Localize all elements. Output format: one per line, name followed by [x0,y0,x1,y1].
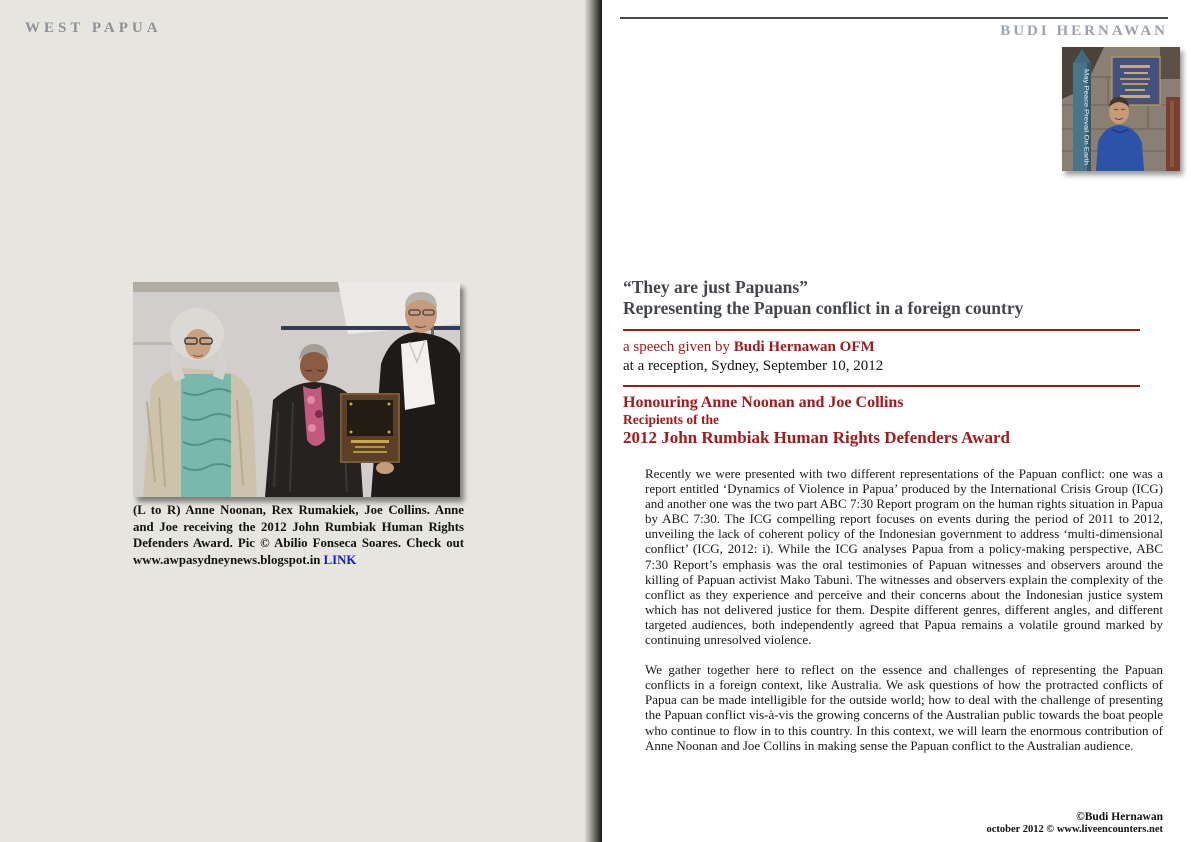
caption-names: Anne Noonan, Rex Rumakiek, Joe Collins. [185,503,430,517]
heading-line-1: Honouring Anne Noonan and Joe Collins [623,394,904,411]
byline-prefix: a speech given by [623,339,734,355]
page-gutter-shadow [584,0,602,842]
red-rule-bottom [623,385,1140,387]
award-ceremony-photo [133,282,460,497]
byline-author: Budi Hernawan OFM [733,339,875,355]
red-rule-top [623,329,1140,331]
title-line-1: “They are just Papuans” [623,277,808,297]
top-divider-rule [620,17,1168,19]
footer-credit: ©Budi Hernawan [1076,811,1163,823]
paragraph-1: Recently we were presented with two different representations of the Papuan conflict: one was a report entitled ‘Dynamics of Violence in Papua’ produced by the International Crisis Group (ICG) and another one was the two part ABC 7:30 Report program on the human rights situation in Papua by ABC 7:30. The ICG compelling report focuses on events during the period of 2011 to 2012, unveiling the lack of coherent policy of the Indonesian government to address ‘multi-dimensional conflict’ (ICG, 2012: i). While the ICG analyses Papua from a policy-making perspective, ABC 7:30 Report’s emphasis was the oral testimonies of Papuan witnesses and observers around the killing of Papuan activist Mako Tabuni. The witnesses and observers explain the complexity of the conflict as they experience and perceive and their concerns about the Indonesian justice system which has not delivered justice for them. Despite different genres, different angles, and different targeted audiences, both independently agreed that Papua remains a volatile ground marked by continuing unresolved violence. [645,466,1163,648]
left-page [0,0,585,842]
heading-line-2: Recipients of the [623,412,719,427]
page-footer [763,811,1163,836]
footer-site: october 2012 © www.liveencounters.net [986,824,1163,835]
right-page-header: BUDI HERNAWAN [1000,23,1168,39]
byline-detail: at a reception, Sydney, September 10, 2012 [623,358,884,374]
caption-prefix: (L to R) [133,503,186,517]
byline-line-1 [623,338,1168,357]
article-body [645,466,1163,768]
title-line-2: Representing the Papuan conflict in a foreign country [623,298,1024,318]
peace-pole-text: May Peace Prevail On Earth [1082,69,1089,145]
byline [623,338,1168,376]
caption-text: Anne and Joe receiving the 2012 John Rumbiak Human Rights Defenders Award. Pic © Abilio Fonseca Soares. Check out www.awpasydneynews.blogspot.in [133,503,464,567]
left-page-header: WEST PAPUA [25,20,162,36]
paragraph-2: We gather together here to reflect on the essence and challenges of representing the Papuan conflicts in a foreign context, like Australia. We ask questions of how the protracted conflicts of Papua can be made intelligible for the outside world; how to deal with the challenge of presenting the Papuan conflict vis-à-vis the growing concerns of the Australian public towards the boat people who continue to flow in to this country. In this context, we will learn the enormous contribution of Anne Noonan and Joe Collins in making sense the Papuan conflict to the Australian audience. [645,662,1163,753]
section-heading [623,394,1168,448]
author-photo [1062,47,1180,171]
heading-line-3: 2012 John Rumbiak Human Rights Defenders Award [623,428,1010,447]
photo-caption [133,502,464,568]
article-title [623,277,1168,319]
caption-link[interactable]: LINK [323,552,357,567]
